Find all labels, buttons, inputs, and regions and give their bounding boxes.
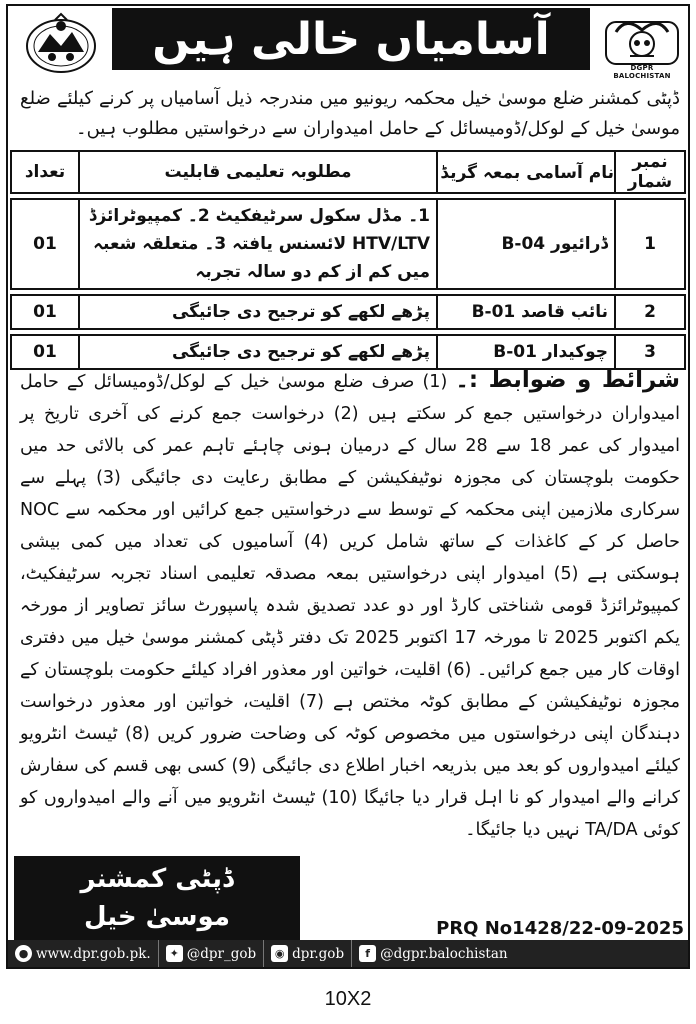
cell-post: ڈرائیور B-04 bbox=[438, 198, 616, 290]
cell-count: 01 bbox=[10, 294, 80, 330]
terms-body: (1) صرف ضلع موسیٰ خیل کے لوکل/ڈومیسائل کے حامل امیدواران درخواستیں جمع کر سکتے ہیں (2) درخواست جمع کرنے کی آخری تاریخ پر امیدوار کی عمر 18 سے 28 سال کے درمیان ہونی چاہئے تاہم عمر کی بالائی حد میں حکومت بلوچستان کی مجوزہ نوٹیفکیشن کے مطابق رعایت دی جائیگی (3) پہلے سے سرکاری ملازمین اپنی محکمہ کے توسط سے درخواستیں جمع کرائیں اور محکمہ سے NOC حاصل کر کے کاغذات کے ساتھ شامل کریں (4) آسامیوں کی تعداد میں کمی بیشی ہوسکتی ہے (5) امیدوار اپنی درخواستیں بمعہ مصدقہ تعلیمی اسناد تجربہ سرٹیفکیٹ، کمپیوٹرائزڈ قومی شناختی کارڈ اور دو عدد تصدیق شدہ پاسپورٹ سائز تصاویر از مورخہ یکم اکتوبر 2025 تا مورخہ 17 اکتوبر 2025 تک دفتر ڈپٹی کمشنر موسیٰ خیل میں دفتری اوقات کار میں جمع کرائیں۔ (6) اقلیت، خواتین اور معذور افراد کیلئے حکومت بلوچستان کے مجوزہ نوٹیفکیشن کے مطابق کوٹہ مختص ہے (7) اقلیت، خواتین اور معذور درخواست دہندگان اپنی درخواستوں میں مخصوص کوٹہ کی وضاحت ضرور کریں (8) ٹیسٹ انٹرویو کیلئے امیدواروں کو بعد میں بذریعہ اخبار اطلاع دی جائیگی (9) کسی بھی قسم کی سفارش کرانے والے امیدوار کو نا اہل قرار دیا جائیگا (10) ٹیسٹ انٹرویو میں آنے والے امیدواروں کو کوئی TA/DA نہیں دیا جائیگا۔ bbox=[20, 372, 681, 840]
facebook-handle: @dgpr.balochistan bbox=[380, 945, 508, 962]
twitter-link[interactable] bbox=[159, 940, 264, 967]
cell-qualification: پڑھے لکھے کو ترجیح دی جائیگی bbox=[80, 294, 438, 330]
facebook-icon: f bbox=[359, 945, 376, 962]
cell-serial: 3 bbox=[616, 334, 686, 370]
cell-post: نائب قاصد B-01 bbox=[438, 294, 616, 330]
cell-serial: 2 bbox=[616, 294, 686, 330]
terms-heading: شرائط و ضوابط :۔ bbox=[455, 367, 680, 393]
signature-block bbox=[14, 856, 300, 940]
table-row bbox=[10, 294, 686, 330]
instagram-handle: dpr.gob bbox=[292, 945, 345, 962]
social-media-bar bbox=[8, 940, 688, 967]
page-title: آسامیاں خالی ہیں bbox=[112, 8, 590, 70]
government-emblem-logo bbox=[22, 12, 100, 78]
advertisement-header bbox=[8, 6, 688, 82]
table-row bbox=[10, 198, 686, 290]
column-header-qualification: مطلوبہ تعلیمی قابلیت bbox=[80, 150, 438, 194]
dgpr-balochistan-logo bbox=[602, 12, 682, 78]
website-link[interactable] bbox=[8, 940, 159, 967]
cell-qualification: پڑھے لکھے کو ترجیح دی جائیگی bbox=[80, 334, 438, 370]
instagram-icon: ◉ bbox=[271, 945, 288, 962]
prq-number: PRQ No1428/22-09-2025 bbox=[436, 918, 684, 939]
column-header-post: نام آسامی بمعہ گریڈ bbox=[438, 150, 616, 194]
cell-count: 01 bbox=[10, 334, 80, 370]
ad-size-label: 10X2 bbox=[324, 988, 372, 1010]
instagram-link[interactable] bbox=[264, 940, 352, 967]
table-header-row bbox=[10, 150, 686, 194]
cell-count: 01 bbox=[10, 198, 80, 290]
logo-caption: DGPR BALOCHISTAN bbox=[613, 64, 671, 80]
globe-icon: ● bbox=[15, 945, 32, 962]
vacancy-table bbox=[10, 146, 686, 374]
column-header-serial: نمبر شمار bbox=[616, 150, 686, 194]
cell-serial: 1 bbox=[616, 198, 686, 290]
twitter-icon: ✦ bbox=[166, 945, 183, 962]
job-advertisement bbox=[6, 4, 690, 969]
intro-paragraph: ڈپٹی کمشنر ضلع موسیٰ خیل محکمہ ریونیو میں مندرجہ ذیل آسامیاں پر کرنے کیلئے ضلع موسیٰ خیل کے لوکل/ڈومیسائل کے حامل امیدواران سے درخواستیں مطلوب ہیں۔ bbox=[20, 88, 680, 139]
website-text: www.dpr.gob.pk. bbox=[36, 945, 151, 962]
cell-post: چوکیدار B-01 bbox=[438, 334, 616, 370]
signature-designation: ڈپٹی کمشنر bbox=[80, 864, 234, 894]
cell-qualification: 1۔ مڈل سکول سرٹیفکیٹ 2۔ کمپیوٹرائزڈ HTV/LTV لائسنس یافتہ 3۔ متعلقہ شعبہ میں کم از کم دو سالہ تجربہ bbox=[80, 198, 438, 290]
column-header-count: تعداد bbox=[10, 150, 80, 194]
twitter-handle: @dpr_gob bbox=[186, 945, 257, 962]
terms-and-conditions bbox=[20, 364, 680, 846]
facebook-link[interactable] bbox=[352, 940, 515, 967]
signature-district: موسیٰ خیل bbox=[84, 902, 230, 932]
